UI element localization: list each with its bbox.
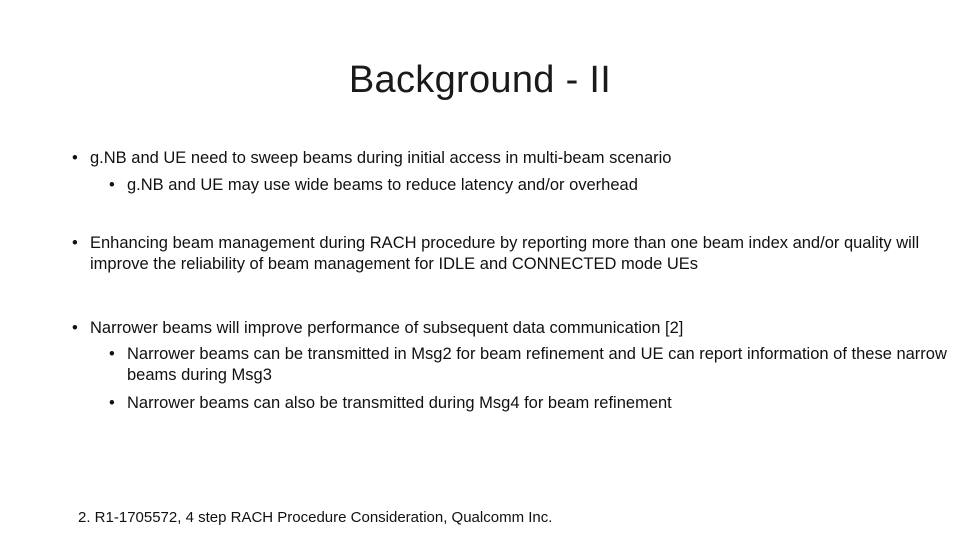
bullet-dot: • xyxy=(72,149,78,167)
bullet-dot: • xyxy=(72,234,78,252)
bullet-2-text: Enhancing beam management during RACH procedure by reporting more than one beam index and/or quality will improve the reliability of beam management for IDLE and CONNECTED mode UEs xyxy=(90,234,920,273)
bullet-3-sub-2-text: Narrower beams can also be transmitted during Msg4 for beam refinement xyxy=(127,394,672,412)
bullet-3 xyxy=(72,318,940,339)
bullet-3-sub-1 xyxy=(109,344,952,386)
slide-title: Background - II xyxy=(348,59,612,101)
bullet-3-sub-2 xyxy=(109,393,940,414)
bullet-dot: • xyxy=(72,319,78,337)
footnote-reference: 2. R1-1705572, 4 step RACH Procedure Consideration, Qualcomm Inc. xyxy=(78,509,553,526)
bullet-2 xyxy=(72,233,940,275)
bullet-dot: • xyxy=(109,176,115,194)
bullet-3-sub-1-text: Narrower beams can be transmitted in Msg2 for beam refinement and UE can report information of these narrow beams during Msg3 xyxy=(127,345,947,384)
bullet-1-text: g.NB and UE need to sweep beams during initial access in multi-beam scenario xyxy=(90,149,672,167)
bullet-1-sub-1 xyxy=(109,175,940,196)
bullet-1-sub-1-text: g.NB and UE may use wide beams to reduce latency and/or overhead xyxy=(127,176,638,194)
bullet-1 xyxy=(72,148,940,169)
bullet-dot: • xyxy=(109,345,115,363)
bullet-3-text: Narrower beams will improve performance of subsequent data communication [2] xyxy=(90,319,684,337)
bullet-dot: • xyxy=(109,394,115,412)
